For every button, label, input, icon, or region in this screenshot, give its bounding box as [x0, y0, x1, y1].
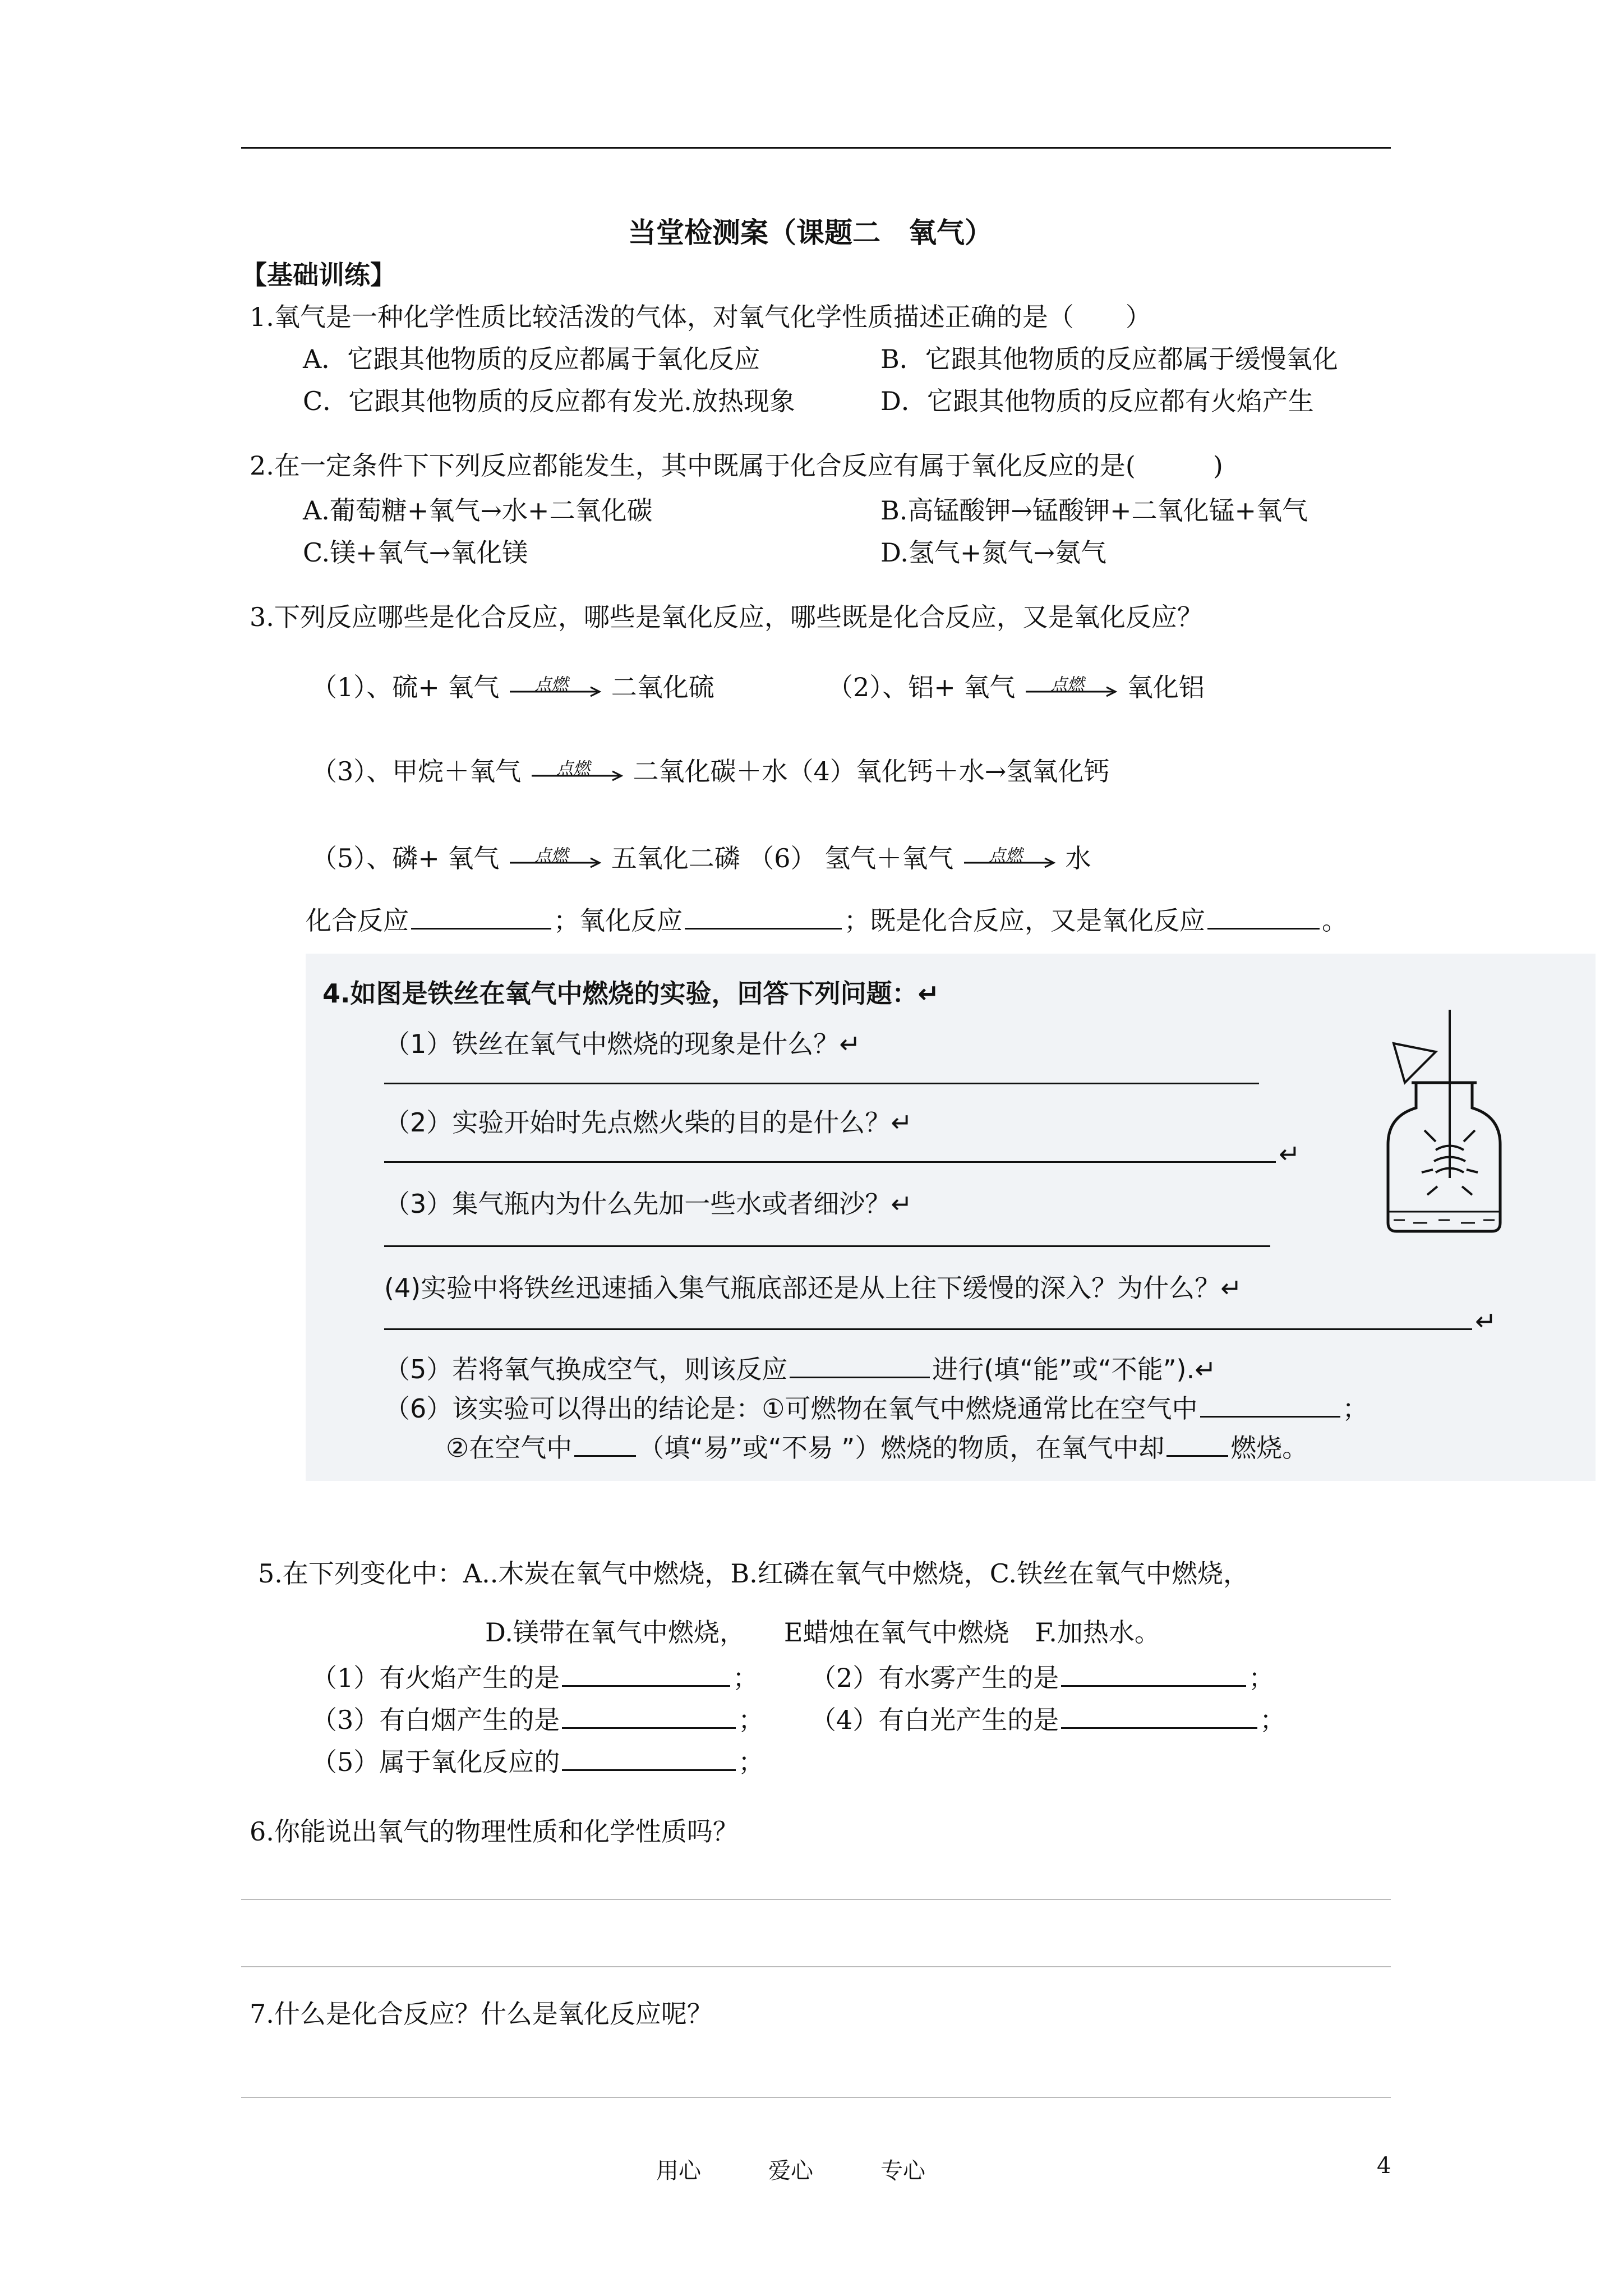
q4-answer-line-1[interactable] [384, 1083, 1259, 1084]
q4-sub-1: （1）铁丝在氧气中燃烧的现象是什么？↵ [384, 1029, 861, 1059]
q4-return-mark: ↵ [1475, 1306, 1497, 1336]
q1-option-a: A．它跟其他物质的反应都属于氧化反应 [303, 344, 760, 374]
answer-blank[interactable] [685, 903, 842, 930]
q7-answer-line[interactable] [241, 2097, 1391, 2098]
page-number: 4 [1377, 2153, 1391, 2179]
q5-item-5: （5）属于氧化反应的 ； [311, 1745, 764, 1779]
q7-stem: 7.什么是化合反应？什么是氧化反应呢？ [250, 1999, 713, 2029]
q3-reaction-1: （1）、硫+ 氧气 点燃 二氧化硫 [311, 670, 714, 706]
q6-answer-line-1[interactable] [241, 1899, 1391, 1900]
q5-item-4: （4）有白光产生的是 ； [810, 1703, 1285, 1737]
q2-option-b: B.高锰酸钾→锰酸钾+二氧化锰+氧气 [880, 495, 1308, 526]
answer-blank[interactable] [574, 1430, 636, 1457]
answer-blank[interactable] [1200, 1391, 1340, 1418]
q4-return-mark: ↵ [1279, 1139, 1301, 1169]
q4-answer-line-3[interactable] [384, 1245, 1270, 1247]
q4-image-panel [306, 954, 1596, 1481]
section-heading: 【基础训练】 [241, 260, 396, 290]
q4-sub-6-cont: ②在空气中 （填“易”或“不易 ”）燃烧的物质，在氧气中却 燃烧。 [446, 1428, 1308, 1465]
gas-jar-illustration [1371, 1010, 1517, 1240]
q4-sub-4: (4)实验中将铁丝迅速插入集气瓶底部还是从上往下缓慢的深入？为什么？↵ [384, 1273, 1242, 1303]
q2-stem: 2.在一定条件下下列反应都能发生，其中既属于化合反应有属于氧化反应的是( ) [250, 450, 1223, 481]
ignite-arrow: 点燃 [508, 844, 603, 877]
answer-blank[interactable] [562, 1660, 730, 1687]
q5-item-1: （1）有火焰产生的是 ； [311, 1660, 758, 1695]
q2-option-a: A.葡萄糖+氧气→水+二氧化碳 [303, 495, 653, 526]
answer-blank[interactable] [1061, 1703, 1257, 1729]
q3-reaction-2: （2）、铝+ 氧气 点燃 氧化铝 [827, 670, 1205, 706]
ignite-arrow: 点燃 [508, 673, 603, 706]
q4-stem: 4.如图是铁丝在氧气中燃烧的实验，回答下列问题：↵ [322, 978, 940, 1009]
q6-answer-line-2[interactable] [241, 1966, 1391, 1967]
q4-sub-3: （3）集气瓶内为什么先加一些水或者细沙？↵ [384, 1189, 912, 1219]
q6-stem: 6.你能说出氧气的物理性质和化学性质吗？ [250, 1816, 739, 1847]
q1-stem: 1.氧气是一种化学性质比较活泼的气体，对氧气化学性质描述正确的是（ ） [250, 302, 1151, 332]
q3-stem: 3.下列反应哪些是化合反应，哪些是氧化反应，哪些既是化合反应，又是氧化反应？ [250, 602, 1203, 632]
answer-blank[interactable] [790, 1352, 930, 1378]
q5-item-2: （2）有水雾产生的是 ； [810, 1660, 1274, 1695]
q1-option-b: B．它跟其他物质的反应都属于缓慢氧化 [880, 344, 1338, 374]
ignite-arrow: 点燃 [529, 757, 625, 790]
page-title: 当堂检测案（课题二 氧气） [628, 216, 993, 249]
q5-item-3: （3）有白烟产生的是 ； [311, 1703, 764, 1737]
answer-blank[interactable] [562, 1703, 736, 1729]
q3-reaction-5-6: （5）、磷+ 氧气 点燃 五氧化二磷 （6） 氢气＋氧气 点燃 水 [311, 841, 1091, 877]
q2-option-c: C.镁+氧气→氧化镁 [303, 537, 528, 568]
q4-answer-line-4[interactable] [384, 1328, 1472, 1330]
ignite-arrow: 点燃 [1023, 673, 1119, 706]
q4-sub-2: （2）实验开始时先点燃火柴的目的是什么？↵ [384, 1107, 912, 1138]
answer-blank[interactable] [1166, 1430, 1228, 1457]
q2-option-d: D.氢气+氮气→氨气 [880, 537, 1106, 568]
q4-sub-6: （6）该实验可以得出的结论是：①可燃物在氧气中燃烧通常比在空气中 ； [384, 1388, 1368, 1425]
q5-stem-1: 5.在下列变化中：A..木炭在氧气中燃烧，B.红磷在氧气中燃烧，C.铁丝在氧气中燃烧， [258, 1558, 1249, 1589]
answer-blank[interactable] [1061, 1660, 1246, 1687]
q3-reaction-3-4: （3）、甲烷＋氧气 点燃 二氧化碳＋水（4）氧化钙＋水→氢氧化钙 [311, 754, 1109, 790]
answer-blank[interactable] [562, 1745, 736, 1771]
q1-option-c: C．它跟其他物质的反应都有发光.放热现象 [303, 386, 795, 416]
q1-option-d: D．它跟其他物质的反应都有火焰产生 [880, 386, 1314, 416]
header-rule [241, 147, 1391, 149]
answer-blank[interactable] [411, 903, 551, 930]
q5-stem-2: D.镁带在氧气中燃烧， E蜡烛在氧气中燃烧 F.加热水。 [485, 1617, 1160, 1648]
ignite-arrow: 点燃 [962, 844, 1057, 877]
q4-sub-5: （5）若将氧气换成空气，则该反应 进行(填“能”或“不能”).↵ [384, 1349, 1216, 1386]
q4-answer-line-2[interactable] [384, 1161, 1276, 1163]
footer-motto: 用心 爱心 专心 [656, 2158, 925, 2184]
answer-blank[interactable] [1207, 903, 1320, 930]
q3-fill-line: 化合反应 ；氧化反应 ；既是化合反应，又是氧化反应 。 [306, 903, 1348, 937]
